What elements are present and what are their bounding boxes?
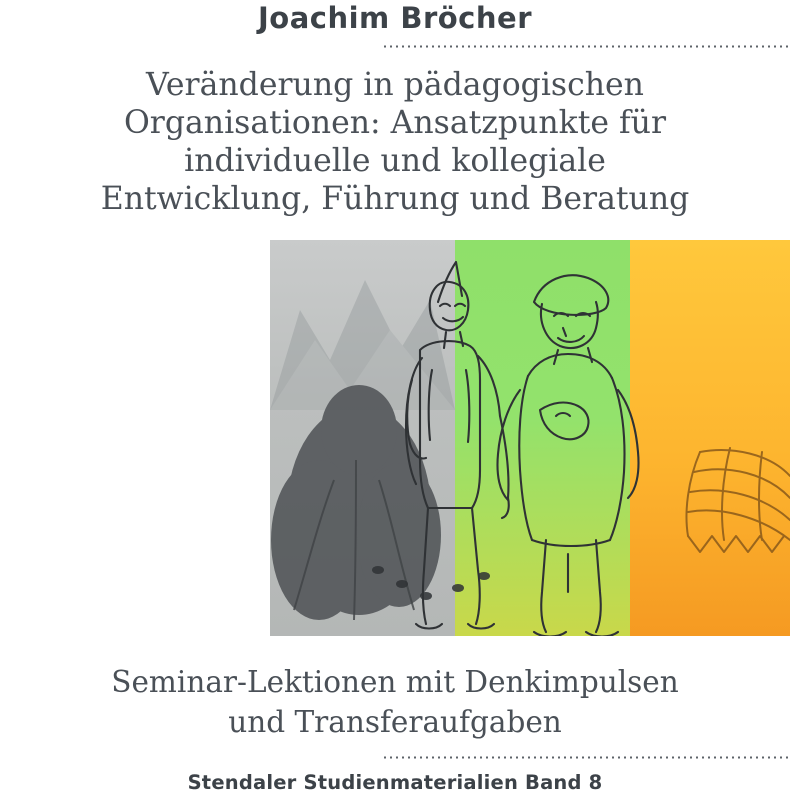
series-title: Stendaler Studienmaterialien Band 8: [187, 771, 603, 795]
author-block: [0, 0, 790, 35]
title-line-2: Organisationen: Ansatzpunkte für: [123, 105, 667, 142]
footprints: [372, 566, 490, 600]
subtitle-line-1: Seminar-Lektionen mit Denkimpulsen: [111, 665, 679, 700]
series-block: [0, 771, 790, 794]
title-line-1: Veränderung in pädagogischen: [146, 67, 644, 104]
title-block: [0, 66, 790, 218]
figures-sketch: [270, 240, 790, 636]
cover-illustration: [270, 240, 790, 636]
subtitle-block: [0, 662, 790, 742]
title-line-3: individuelle und kollegiale: [184, 143, 606, 180]
title-line-4: Entwicklung, Führung und Beratung: [100, 181, 690, 218]
author-name: Joachim Bröcher: [257, 1, 532, 35]
top-dotted-rule: [382, 45, 790, 48]
bottom-dotted-rule: [382, 756, 790, 759]
subtitle-line-2: und Transferaufgaben: [228, 705, 562, 740]
